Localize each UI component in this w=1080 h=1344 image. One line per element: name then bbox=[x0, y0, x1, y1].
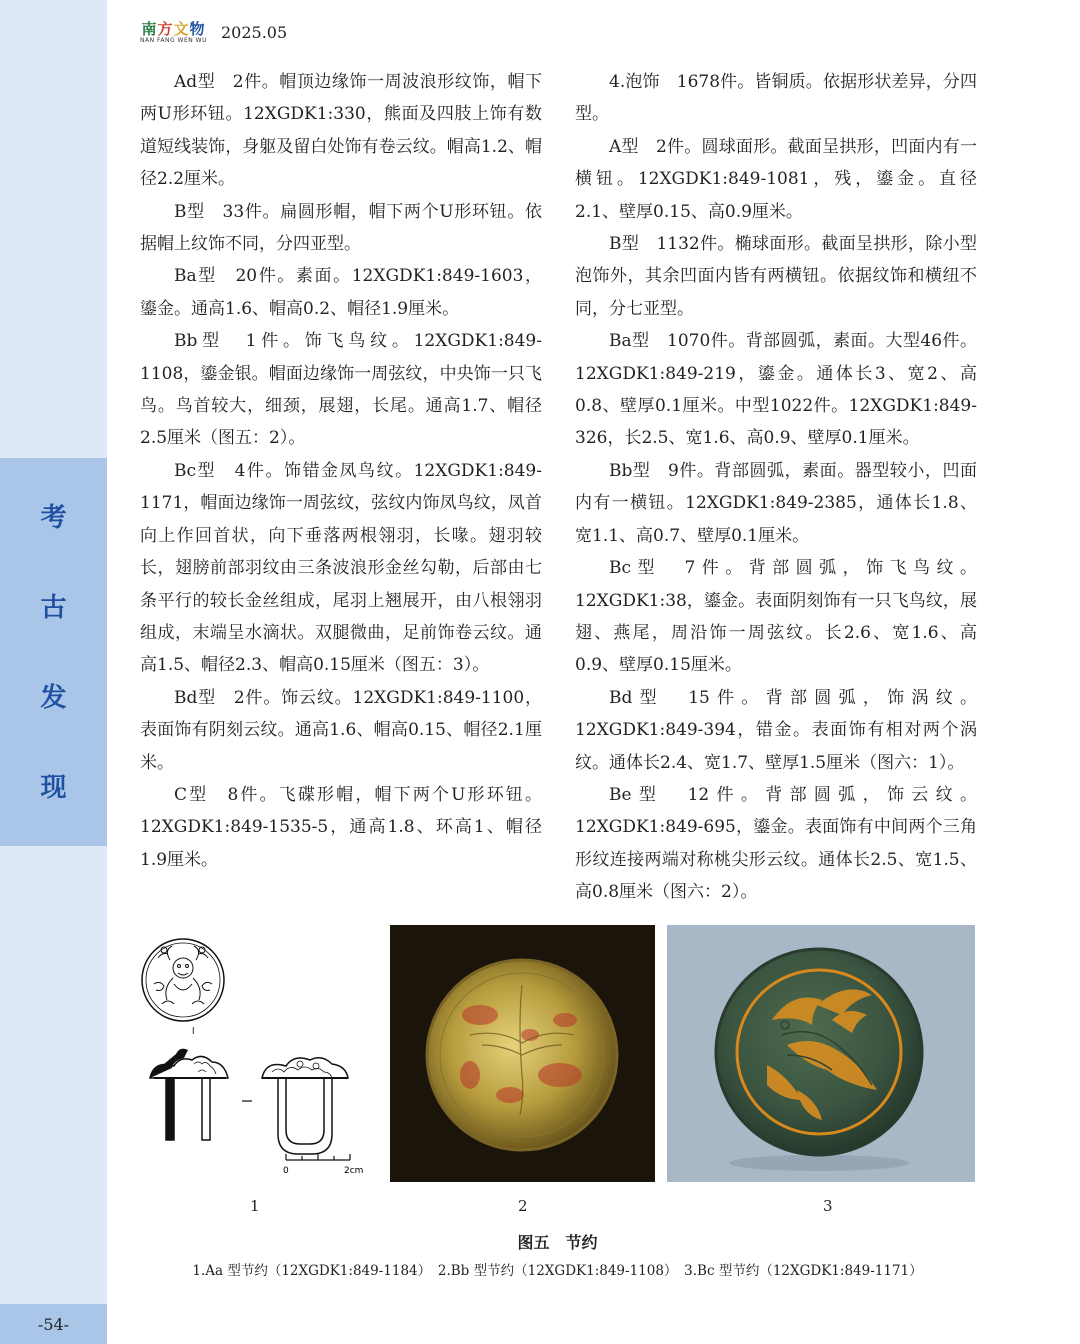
paragraph: A型 2件。圆球面形。截面呈拱形，凹面内有一横钮。12XGDK1:849-1081，残，鎏金。直径2.1、壁厚0.15、高0.9厘米。 bbox=[575, 136, 977, 222]
figure-number: 2 bbox=[518, 1197, 528, 1215]
figure-number: 1 bbox=[250, 1197, 260, 1215]
paragraph: Bb型 9件。背部圆弧，素面。器型较小，凹面内有一横钮。12XGDK1:849-2385，通体长1.8、宽1.1、高0.7、壁厚0.1厘米。 bbox=[575, 460, 977, 546]
paragraph: Bb型 1件。饰飞鸟纹。12XGDK1:849-1108，鎏金银。帽面边缘饰一周弦纹，中央饰一只飞鸟。鸟首较大，细颈，展翅，长尾。通高1.7、帽径2.5厘米（图五：2）。 bbox=[140, 331, 542, 449]
paragraph: B型 1132件。椭球面形。截面呈拱形，除小型泡饰外，其余凹面内皆有两横钮。依据纹饰和横纽不同，分七亚型。 bbox=[575, 234, 977, 319]
page-header bbox=[140, 14, 287, 44]
paragraph: Bd型 2件。饰云纹。12XGDK1:849-1100，表面饰有阴刻云纹。通高1.6、帽高0.15、帽径2.1厘米。 bbox=[140, 687, 542, 773]
right-column bbox=[575, 66, 977, 909]
photo-bronze-disc bbox=[667, 925, 975, 1182]
drawing-label: l bbox=[192, 1027, 195, 1037]
journal-logo bbox=[140, 21, 207, 44]
figure-caption: 1.Aa 型节约（12XGDK1:849-1184） 2.Bb 型节约（12XGDK1:849-1108） 3.Bc 型节约（12XGDK1:849-1171） bbox=[192, 1263, 923, 1279]
paragraph: Bc型 7件。背部圆弧，饰飞鸟纹。12XGDK1:38，鎏金。表面阴刻饰有一只飞鸟纹，展翅、燕尾，周沿饰一周弦纹。长2.6、宽1.6、高0.9、壁厚0.15厘米。 bbox=[575, 558, 977, 676]
section-char: 古 bbox=[40, 592, 67, 623]
scale-label-end: 2cm bbox=[344, 1166, 364, 1176]
paragraph: Bc型 4件。饰错金凤鸟纹。12XGDK1:849-1171，帽面边缘饰一周弦纹，弦纹内饰凤鸟纹，凤首向上作回首状，向下垂落两根翎羽，长喙。翅羽较长，翅膀前部羽纹由三条波浪形金丝勾勒，后部由七条平行的较长金丝组成，尾羽上翘展开，由八根翎羽组成，末端呈水滴状。双腿微曲，足前饰卷云纹。通高1.5、帽径2.3、帽高0.15厘米（图五：3）。 bbox=[140, 460, 542, 676]
section-char: 考 bbox=[40, 502, 67, 533]
logo-english: NAN FANG WEN WU bbox=[140, 37, 207, 44]
page-number: -54- bbox=[0, 1304, 107, 1344]
section-label bbox=[0, 470, 107, 830]
scale-label-start: 0 bbox=[283, 1166, 289, 1176]
section-char: 发 bbox=[40, 682, 67, 713]
paragraph: C型 8件。飞碟形帽，帽下两个U形环钮。12XGDK1:849-1535-5，通高1.8、环高1、帽径1.9厘米。 bbox=[140, 784, 542, 870]
figure-number: 3 bbox=[823, 1197, 833, 1215]
logo-chinese: 南方文物 bbox=[141, 20, 206, 38]
photo-gilded-disc bbox=[390, 925, 655, 1182]
paragraph: Ad型 2件。帽顶边缘饰一周波浪形纹饰，帽下两U形环钮。12XGDK1:330，熊面及四肢上饰有数道短线装饰，身躯及留白处饰有卷云纹。帽高1.2、帽径2.2厘米。 bbox=[140, 72, 542, 190]
paragraph: Ba型 20件。素面。12XGDK1:849-1603，鎏金。通高1.6、帽高0.2、帽径1.9厘米。 bbox=[140, 266, 542, 319]
paragraph: Be型 12件。背部圆弧，饰云纹。12XGDK1:849-695，鎏金。表面饰有中间两个三角形纹连接两端对称桃尖形云纹。通体长2.5、宽1.5、高0.8厘米（图六：2）。 bbox=[575, 784, 977, 903]
issue-number: 2025.05 bbox=[220, 23, 288, 42]
paragraph: Ba型 1070件。背部圆弧，素面。大型46件。12XGDK1:849-219，鎏金。通体长3、宽2、高0.8、壁厚0.1厘米。中型1022件。12XGDK1:849-326，长2.5、宽1.6、高0.9、壁厚0.1厘米。 bbox=[575, 331, 977, 449]
paragraph: B型 33件。扁圆形帽，帽下两个U形环钮。依据帽上纹饰不同，分四亚型。 bbox=[140, 201, 542, 255]
line-drawing-figure bbox=[140, 928, 370, 1178]
paragraph: Bd型 15件。背部圆弧，饰涡纹。12XGDK1:849-394，错金。表面饰有相对两个涡纹。通体长2.4、宽1.7、壁厚1.5厘米（图六：1）。 bbox=[575, 687, 977, 773]
paragraph: 4.泡饰 1678件。皆铜质。依据形状差异，分四型。 bbox=[575, 72, 977, 125]
figure-title: 图五 节约 bbox=[517, 1233, 598, 1252]
section-char: 现 bbox=[40, 772, 67, 803]
left-column bbox=[140, 66, 542, 876]
